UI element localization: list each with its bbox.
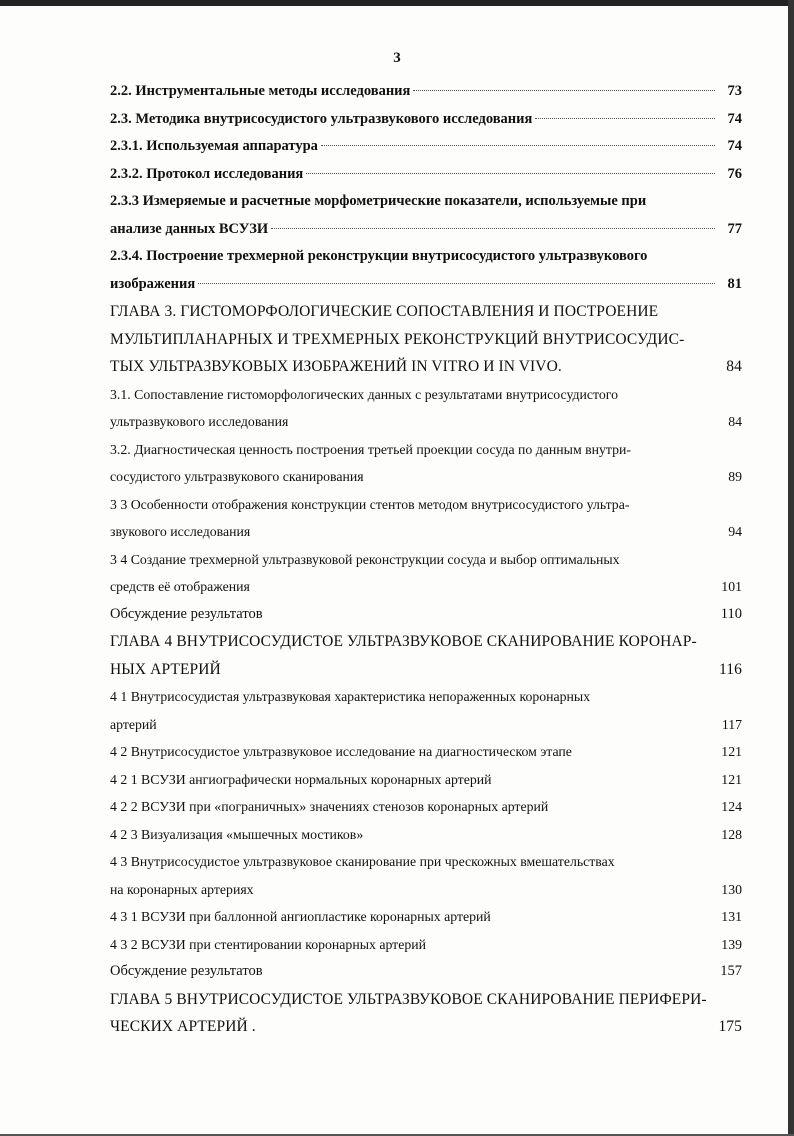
dot-leader [321,145,715,146]
toc-entry [110,931,746,959]
toc-entry [110,738,746,766]
toc-entry-page: 73 [727,83,742,99]
toc-entry-title: Обсуждение результатов [110,605,263,622]
toc-entry-title: 4 1 Внутрисосудистая ультразвуковая характеристика непораженных коронарных [110,689,591,704]
toc-entry [110,353,746,381]
toc-entry-page: 116 [719,660,742,678]
toc-entry-title: ГЛАВА 4 ВНУТРИСОСУДИСТОЕ УЛЬТРАЗВУКОВОЕ СКАНИРОВАНИЕ КОРОНАР- [110,633,697,650]
toc-entry [110,958,746,986]
toc-entry-page: 89 [728,469,742,484]
toc-entry [110,106,746,134]
toc-entry-page: 84 [726,358,742,375]
toc-entry [110,133,746,161]
toc-entry [110,903,746,931]
toc-entry-title: МУЛЬТИПЛАНАРНЫХ И ТРЕХМЕРНЫХ РЕКОНСТРУКЦИЙ ВНУТРИСОСУДИС- [110,330,685,348]
toc-entry [110,711,746,739]
toc-entry [110,491,746,519]
toc-entry-page: 175 [718,1018,742,1035]
toc-entry-page: 77 [727,220,742,237]
toc-entry [110,381,746,409]
toc-entry [110,601,746,629]
toc-entry-title: 2.3.3 Измеряемые и расчетные морфометрические показатели, используемые при [110,193,647,209]
toc-entry-title: 2.3.4. Построение трехмерной реконструкции внутрисосудистого ультразвукового [110,248,648,264]
toc-entry-title: ультразвукового исследования [110,414,289,429]
toc-entry [110,463,746,491]
toc-entry-title: изображения [110,275,196,292]
dot-leader [271,228,715,229]
toc-entry-page: 131 [721,909,742,924]
toc-entry-title: ТЫХ УЛЬТРАЗВУКОВЫХ ИЗОБРАЖЕНИЙ IN VITRO И IN VIVO. [110,358,562,375]
toc-entry-page: 117 [721,716,742,732]
dot-leader [413,90,715,91]
toc-entry [110,793,746,821]
toc-entry [110,243,746,271]
toc-entry [110,271,746,299]
toc-entry [110,546,746,574]
toc-entry-title: ГЛАВА 5 ВНУТРИСОСУДИСТОЕ УЛЬТРАЗВУКОВОЕ СКАНИРОВАНИЕ ПЕРИФЕРИ- [110,990,707,1008]
toc-entry [110,683,746,711]
toc-entry-title: 2.3.1. Используемая аппаратура [110,138,318,154]
toc-entry-page: 139 [721,936,742,952]
toc-entry-page: 74 [727,110,742,127]
scan-border-top [0,0,794,6]
toc-entry-page: 94 [728,524,742,539]
toc-entry-page: 121 [721,744,742,759]
dot-leader [535,118,715,119]
toc-entry-title: 3.2. Диагностическая ценность построения третьей проекции сосуда по данным внутри- [110,441,632,457]
toc-entry-page: 76 [727,165,742,182]
toc-entry-title: 4 3 2 ВСУЗИ при стентировании коронарных артерий [110,936,426,952]
toc-entry-page: 84 [728,414,742,429]
toc-entry-page: 128 [721,826,742,842]
toc-entry [110,876,746,904]
toc-entry [110,436,746,464]
toc-entry-title: Обсуждение результатов [110,963,263,979]
scan-border-right [788,0,794,1136]
page-number: 3 [393,50,401,66]
toc-entry-page: 81 [727,275,742,292]
table-of-contents [110,78,746,1041]
dot-leader [198,283,715,284]
toc-entry-title: 4 2 2 ВСУЗИ при «пограничных» значениях стенозов коронарных артерий [110,799,549,814]
toc-entry [110,1013,746,1041]
toc-entry-title: на коронарных артериях [110,881,254,897]
toc-entry-title: сосудистого ультразвукового сканирования [110,469,364,484]
toc-entry-title: ГЛАВА 3. ГИСТОМОРФОЛОГИЧЕСКИЕ СОПОСТАВЛЕНИЯ И ПОСТРОЕНИЕ [110,303,659,320]
toc-entry [110,188,746,216]
toc-entry-title: средств её отображения [110,579,250,594]
toc-entry-title: 2.2. Инструментальные методы исследования [110,83,411,99]
toc-entry-title: 3 3 Особенности отображения конструкции стентов методом внутрисосудистого ультра- [110,496,630,512]
toc-entry [110,518,746,546]
toc-entry [110,573,746,601]
toc-entry-title: 4 3 1 ВСУЗИ при баллонной ангиопластике коронарных артерий [110,909,491,924]
toc-entry [110,628,746,656]
toc-entry [110,986,746,1014]
toc-entry-page: 124 [721,799,742,814]
toc-entry-title: 2.3.2. Протокол исследования [110,165,304,182]
toc-entry-page: 157 [720,963,742,979]
toc-entry-title: артерий [110,716,157,732]
toc-entry-page: 121 [721,771,742,787]
toc-entry-page: 101 [721,579,742,594]
toc-entry-title: НЫХ АРТЕРИЙ [110,660,221,678]
toc-entry-page: 74 [727,138,742,154]
toc-entry-title: 4 3 Внутрисосудистое ультразвуковое сканирование при чрескожных вмешательствах [110,854,615,869]
toc-entry-title: 4 2 3 Визуализация «мышечных мостиков» [110,826,364,842]
toc-entry-title: 3.1. Сопоставление гистоморфологических данных с результатами внутрисосудистого [110,386,618,402]
toc-entry [110,298,746,326]
toc-entry [110,326,746,354]
toc-entry-page: 110 [720,605,742,622]
toc-entry-title: 4 2 1 ВСУЗИ ангиографически нормальных коронарных артерий [110,771,492,787]
toc-entry [110,216,746,244]
toc-entry [110,848,746,876]
toc-entry [110,821,746,849]
toc-entry-title: 4 2 Внутрисосудистое ультразвуковое исследование на диагностическом этапе [110,744,572,759]
toc-entry-title: ЧЕСКИХ АРТЕРИЙ . [110,1018,256,1035]
toc-entry-page: 130 [721,881,742,897]
toc-entry [110,408,746,436]
toc-entry-title: 2.3. Методика внутрисосудистого ультразвукового исследования [110,110,533,127]
toc-entry [110,766,746,794]
toc-entry [110,656,746,684]
toc-entry [110,78,746,106]
toc-entry-title: анализе данных ВСУЗИ [110,220,269,237]
toc-entry [110,161,746,189]
toc-entry-title: звукового исследования [110,524,251,539]
dot-leader [306,173,715,174]
toc-entry-title: 3 4 Создание трехмерной ультразвуковой реконструкции сосуда и выбор оптимальных [110,551,620,567]
